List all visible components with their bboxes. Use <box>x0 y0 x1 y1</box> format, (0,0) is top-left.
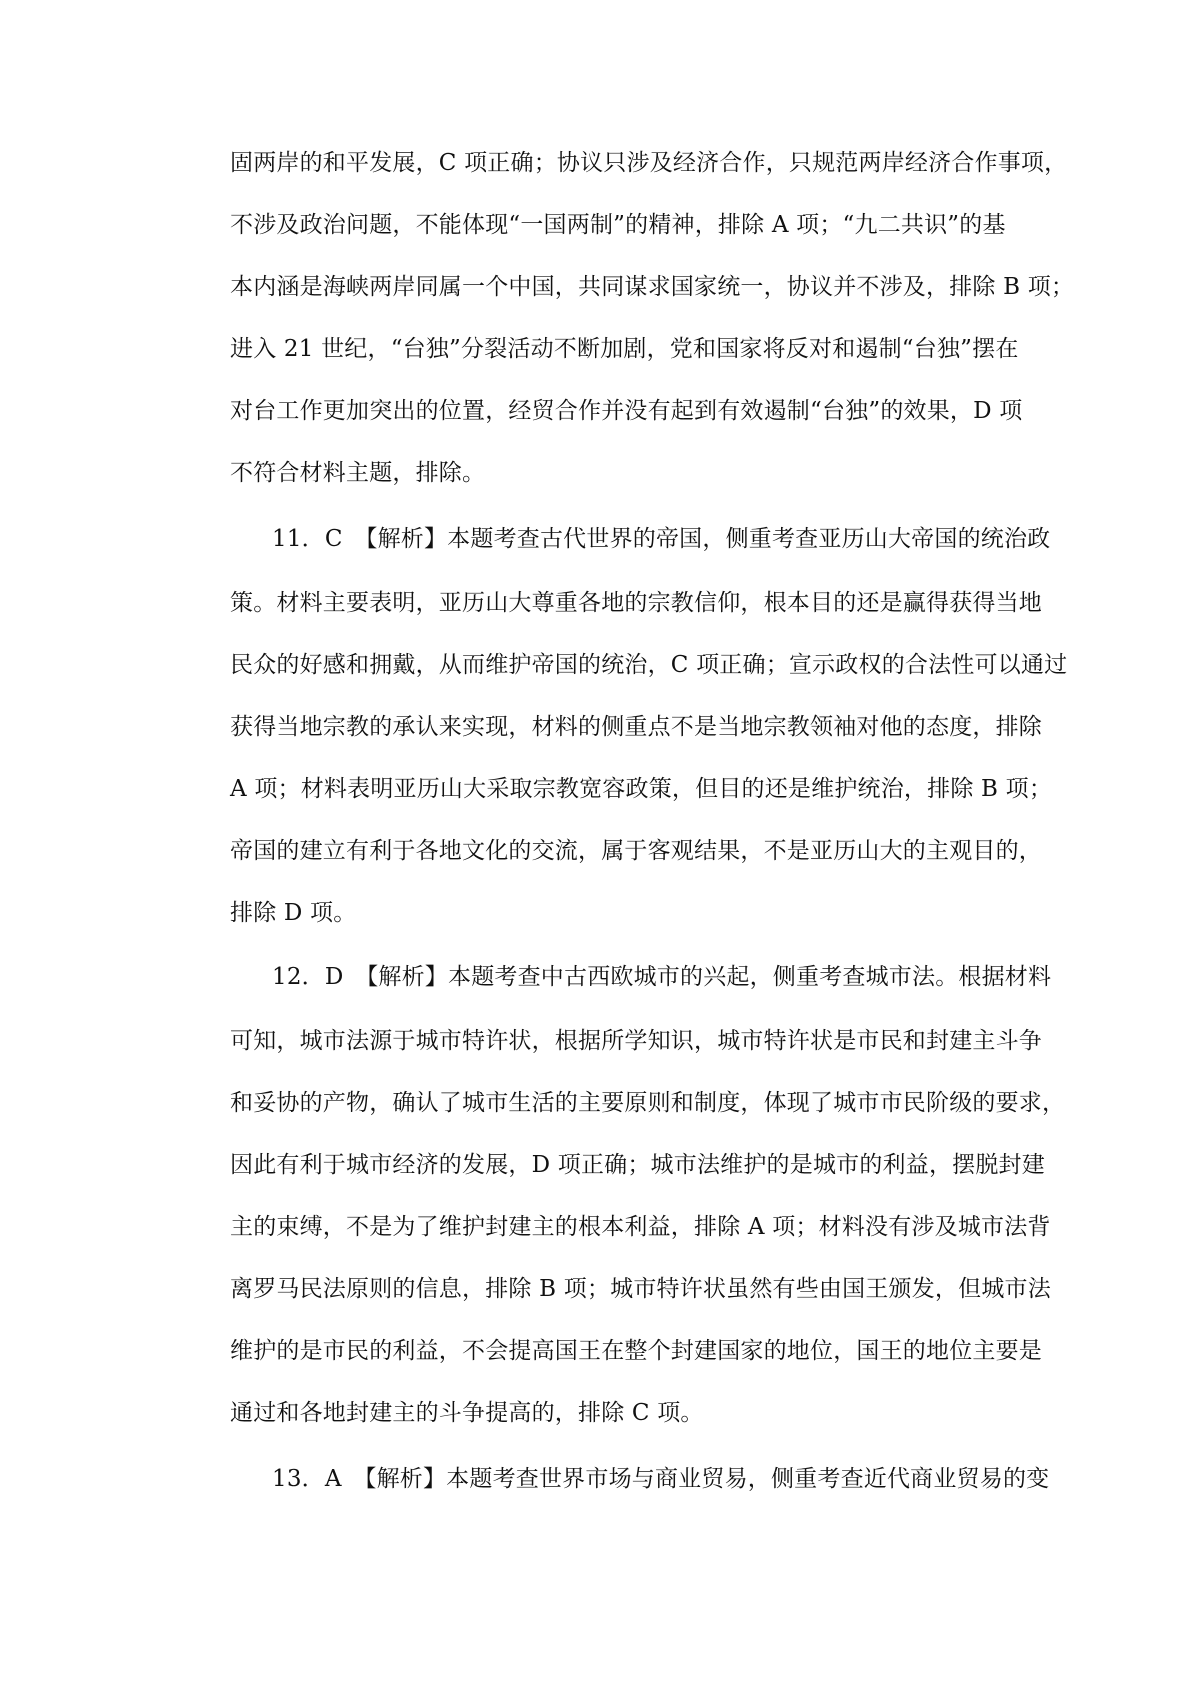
text-line: 获得当地宗教的承认来实现，材料的侧重点不是当地宗教领袖对他的态度，排除 <box>230 714 1042 740</box>
answer-13-heading-line: 13．A 【解析】本题考查世界市场与商业贸易，侧重考查近代商业贸易的变 <box>272 1466 1050 1492</box>
text-line: 民众的好感和拥戴，从而维护帝国的统治，C 项正确；宣示政权的合法性可以通过 <box>230 652 1068 678</box>
text-line: 不符合材料主题，排除。 <box>230 460 486 486</box>
text-line: 不涉及政治问题，不能体现“一国两制”的精神，排除 A 项；“九二共识”的基 <box>230 212 1006 238</box>
answer-12-heading-line: 12．D 【解析】本题考查中古西欧城市的兴起，侧重考查城市法。根据材料 <box>272 964 1052 990</box>
text-line: 通过和各地封建主的斗争提高的，排除 C 项。 <box>230 1400 704 1426</box>
text-line: 策。材料主要表明，亚历山大尊重各地的宗教信仰，根本目的还是赢得获得当地 <box>230 590 1042 616</box>
text-line: 主的束缚，不是为了维护封建主的根本利益，排除 A 项；材料没有涉及城市法背 <box>230 1214 1051 1240</box>
text-line: 可知，城市法源于城市特许状，根据所学知识，城市特许状是市民和封建主斗争 <box>230 1028 1042 1054</box>
answer-11-heading-line: 11．C 【解析】本题考查古代世界的帝国，侧重考查亚历山大帝国的统治政 <box>272 526 1051 552</box>
text-line: 排除 D 项。 <box>230 900 357 926</box>
text-line: 离罗马民法原则的信息，排除 B 项；城市特许状虽然有些由国王颁发，但城市法 <box>230 1276 1051 1302</box>
text-line: 和妥协的产物，确认了城市生活的主要原则和制度，体现了城市市民阶级的要求， <box>230 1090 1066 1116</box>
text-line: 固两岸的和平发展，C 项正确；协议只涉及经济合作，只规范两岸经济合作事项， <box>230 150 1068 176</box>
text-line: 本内涵是海峡两岸同属一个中国，共同谋求国家统一，协议并不涉及，排除 B 项； <box>230 274 1075 300</box>
text-line: 维护的是市民的利益，不会提高国王在整个封建国家的地位，国王的地位主要是 <box>230 1338 1042 1364</box>
text-line: 对台工作更加突出的位置，经贸合作并没有起到有效遏制“台独”的效果，D 项 <box>230 398 1023 424</box>
text-line: 进入 21 世纪，“台独”分裂活动不断加剧，党和国家将反对和遏制“台独”摆在 <box>230 336 1019 362</box>
text-line: A 项；材料表明亚历山大采取宗教宽容政策，但目的还是维护统治，排除 B 项； <box>230 776 1053 802</box>
text-line: 因此有利于城市经济的发展，D 项正确；城市法维护的是城市的利益，摆脱封建 <box>230 1152 1045 1178</box>
text-line: 帝国的建立有利于各地文化的交流，属于客观结果，不是亚历山大的主观目的， <box>230 838 1042 864</box>
